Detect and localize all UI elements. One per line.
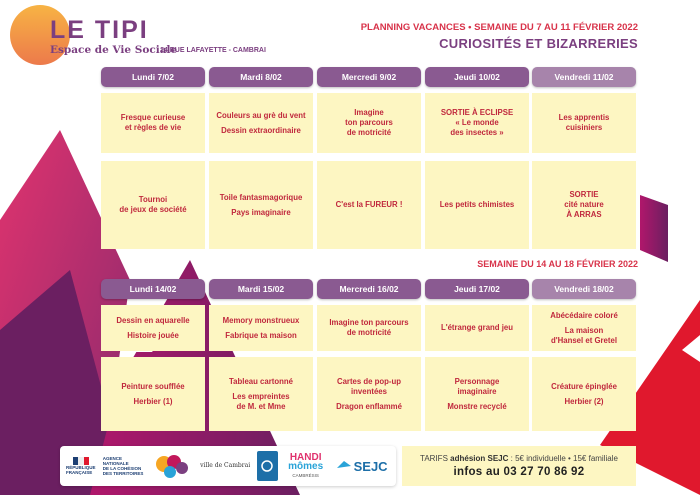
partner-logos: [60, 446, 396, 486]
activity-label: Dessin en aquarelle: [116, 315, 190, 325]
flag-icon: [73, 457, 89, 465]
activity-label: SORTIE cité nature À ARRAS: [564, 190, 604, 219]
week2-morning-cell-2: [209, 305, 313, 351]
activity-label: Dessin extraordinaire: [221, 125, 301, 135]
activity-label: Créature épinglée: [551, 381, 617, 391]
week2-morning-cell-4: [425, 305, 529, 351]
week2-morning-cell-1: [101, 305, 205, 351]
week1-day-header-1: Lundi 7/02: [101, 67, 205, 87]
activity-label: Tableau cartonné: [229, 376, 293, 386]
week1-afternoon-cell-3: [317, 161, 421, 249]
theme-title: CURIOSITÉS ET BIZARRERIES: [439, 36, 638, 51]
logo-subtitle: Espace de Vie Sociale: [50, 44, 178, 56]
week2-day-header-4: Jeudi 17/02: [425, 279, 529, 299]
activity-label: Dragon enflammé: [336, 401, 402, 411]
colorful-logo-icon: [152, 450, 192, 482]
activity-label: Les empreintes de M. et Mme: [232, 391, 290, 411]
republique-logo: RÉPUBLIQUE FRANÇAISE: [66, 457, 96, 475]
week2-morning-cell-5: [532, 305, 636, 351]
activity-label: Peinture soufflée: [121, 381, 185, 391]
week1-morning-cell-3: [317, 93, 421, 153]
week2-afternoon-cell-2: [209, 357, 313, 431]
activity-label: La maison d'Hansel et Gretel: [551, 325, 617, 345]
activity-label: Imagine ton parcours de motricité: [345, 108, 393, 137]
week1-afternoon-cell-5: [532, 161, 636, 249]
activity-label: Cartes de pop-up inventées: [336, 376, 402, 396]
tarifs-line: TARIFS adhésion SEJC : 5€ individuelle • 15€ familiale: [420, 454, 618, 463]
week1-morning-cell-4: [425, 93, 529, 153]
activity-label: Couleurs au grè du vent: [216, 110, 306, 120]
bird-icon: [336, 458, 352, 474]
activity-label: Herbier (2): [564, 396, 604, 406]
nord-logo: [257, 451, 279, 481]
planning-dates: PLANNING VACANCES • SEMAINE DU 7 AU 11 FÉVRIER 2022: [360, 22, 638, 33]
week1-morning-cell-1: [101, 93, 205, 153]
week1-day-header-2: Mardi 8/02: [209, 67, 313, 87]
week2-day-header-5: Vendredi 18/02: [532, 279, 636, 299]
activity-label: Abécédaire coloré: [550, 310, 618, 320]
activity-label: Tournoi de jeux de société: [119, 195, 187, 214]
activity-label: SORTIE À ECLIPSE « Le monde des insectes »: [440, 108, 514, 137]
snowflake-icon: [260, 459, 274, 473]
week2-afternoon-cell-1: [101, 357, 205, 431]
logo-title: LE TIPI: [50, 16, 149, 44]
activity-label: C'est la FUREUR !: [335, 200, 403, 209]
week1-afternoon-cell-2: [209, 161, 313, 249]
week1-morning-cell-5: [532, 93, 636, 153]
cambrai-logo: ville de Cambrai: [200, 462, 251, 469]
activity-label: Herbier (1): [133, 396, 173, 406]
week2-morning-cell-3: [317, 305, 421, 351]
activity-label: Histoire jouée: [127, 330, 179, 340]
week1-day-header-5: Vendredi 11/02: [532, 67, 636, 87]
activity-label: Toile fantasmagorique: [219, 192, 303, 202]
week1-day-header-3: Mercredi 9/02: [317, 67, 421, 87]
week2-afternoon-cell-4: [425, 357, 529, 431]
activity-label: L'étrange grand jeu: [440, 323, 514, 332]
logo-address: 14 RUE LAFAYETTE - CAMBRAI: [160, 47, 266, 54]
activity-label: Monstre recyclé: [447, 401, 507, 411]
activity-label: Les apprentis cuisiniers: [558, 113, 610, 132]
week2-afternoon-cell-5: [532, 357, 636, 431]
activity-label: Imagine ton parcours de motricité: [329, 318, 409, 337]
right-magenta-shape: [640, 195, 668, 262]
handimomes-logo: HANDI mômes CAMBRÉSIS: [288, 451, 324, 478]
week1-afternoon-cell-1: [101, 161, 205, 249]
anct-logo: AGENCE NATIONALE DE LA COHÉSION DES TERRITOIRES: [102, 456, 144, 476]
week2-day-header-3: Mercredi 16/02: [317, 279, 421, 299]
activity-label: Pays imaginaire: [231, 207, 291, 217]
week2-title: SEMAINE DU 14 AU 18 FÉVRIER 2022: [477, 259, 638, 269]
activity-label: Les petits chimistes: [439, 200, 515, 209]
sejc-logo: SEJC: [333, 458, 390, 474]
info-phone: infos au 03 27 70 86 92: [453, 466, 585, 478]
week2-day-header-2: Mardi 15/02: [209, 279, 313, 299]
caf-logo: [151, 450, 194, 482]
activity-label: Personnage imaginaire: [454, 376, 500, 396]
week1-afternoon-cell-4: [425, 161, 529, 249]
week2-afternoon-cell-3: [317, 357, 421, 431]
activity-label: Memory monstrueux: [222, 315, 300, 325]
week1-morning-cell-2: [209, 93, 313, 153]
activity-label: Fresque curieuse et règles de vie: [120, 113, 186, 132]
tarifs-box: [402, 446, 636, 486]
activity-label: Fabrique ta maison: [225, 330, 297, 340]
week2-day-header-1: Lundi 14/02: [101, 279, 205, 299]
week1-day-header-4: Jeudi 10/02: [425, 67, 529, 87]
